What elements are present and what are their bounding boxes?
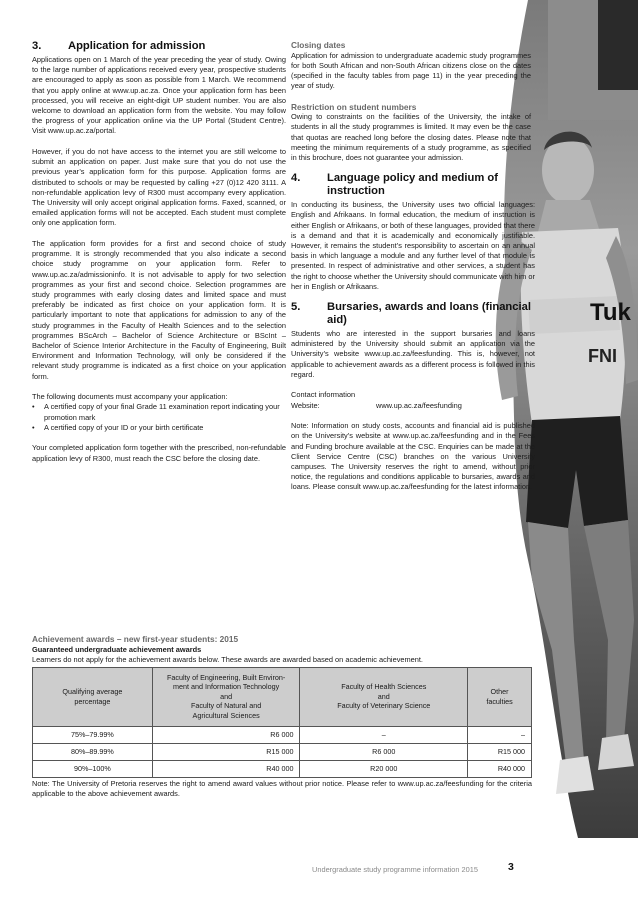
section-number: 3. <box>32 40 42 52</box>
header-other-faculties: Other faculties <box>468 667 532 726</box>
contact-heading: Contact information <box>291 390 356 400</box>
table-cell: R6 000 <box>152 726 300 743</box>
paragraph: The following documents must accompany your application: <box>32 392 228 402</box>
paragraph: Your completed application form together with the prescribed, non-refundable application levy of R300, must reach the CSC before the closing date. <box>32 443 286 463</box>
awards-table <box>32 667 532 778</box>
paragraph: The application form provides for a first and second choice of study programme. It is strongly recommended that you also indicate a second choice study programme on your application form. Refer to www.up.ac.za/admissioninfo. It is not advisable to apply for two selection programmes as your first and second choice. Selection programmes are study programmes with early closing dates and limited space and must preferably be indicated as first choice on your application form. It is particularly important to note that applications for admission to any of the study programmes in the Faculty of Health Sciences and to the selection programmes BScArch – Bachelor of Science Architecture or BScInt – Bachelor of Science Interior Architecture in the Faculty of Engineering, Built Environment and Information Technology, will only be considered if the relevant study programme is indicated as a first choice on your application form. <box>32 239 286 381</box>
paragraph: However, if you do not have access to the internet you are still welcome to submit an application on paper. Just make sure that you do not use the previous year’s application form for this purpose. Application forms are distributed to schools or may be requested by calling +27 (0)12 420 3111. A non-refundable application levy of R300 must accompany every application. The University will only accept original application forms. Faxed, scanned, or emailed application forms will not be accepted. Each student must complete only one application form. <box>32 147 286 228</box>
list-item: • A certified copy of your ID or your birth certificate <box>32 422 204 432</box>
middle-column <box>291 40 535 493</box>
section-title: Application for admission <box>68 40 206 52</box>
table-cell: – <box>468 726 532 743</box>
section-title: Bursaries, awards and loans (financial aid) <box>327 301 531 327</box>
header-ebit-nas: Faculty of Engineering, Built Environ- ment and Information Technology and Faculty of Natural and Agricultural Sciences <box>152 667 300 726</box>
list-item: • A certified copy of your final Grade 11 examination report indicating your promotion mark <box>32 402 280 422</box>
section-number: 5. <box>291 301 301 314</box>
sponsor-text: FNI <box>588 346 617 366</box>
table-cell: 75%–79.99% <box>33 726 153 743</box>
table-cell: R15 000 <box>468 743 532 760</box>
section-3-heading <box>32 40 286 53</box>
section-number: 4. <box>291 172 301 185</box>
section-5-heading <box>291 301 535 327</box>
table-cell: – <box>300 726 468 743</box>
awards-note: Note: The University of Pretoria reserves the right to amend award values without prior notice. Please refer to www.up.ac.za/feesfunding for the criteria applicable to the above achievement awards. <box>32 778 532 798</box>
table-cell: R20 000 <box>300 760 468 777</box>
restriction-heading: Restriction on student numbers <box>291 101 417 112</box>
document-list <box>32 402 286 433</box>
header-health-vet: Faculty of Health Sciences and Faculty of Veterinary Science <box>300 667 468 726</box>
table-cell: R15 000 <box>152 743 300 760</box>
table-cell: R40 000 <box>152 760 300 777</box>
awards-title: Achievement awards – new first-year students: 2015 <box>32 634 239 644</box>
section-4-heading <box>291 172 535 198</box>
table-cell: R40 000 <box>468 760 532 777</box>
contact-information <box>291 390 535 410</box>
table-row <box>33 760 532 777</box>
table-cell: 90%–100% <box>33 760 153 777</box>
table-header-row <box>33 667 532 726</box>
awards-subtitle: Guaranteed undergraduate achievement awards <box>32 644 202 654</box>
header-qualifying-average: Qualifying average percentage <box>33 667 153 726</box>
page-number: 3 <box>508 861 514 873</box>
paragraph: Students who are interested in the support bursaries and loans administered by the University should submit an application via the University’s website www.up.ac.za/feesfunding. This is, however, not applicable to achievement awards as a different process is followed in this regard. <box>291 329 535 379</box>
left-column <box>32 40 286 464</box>
paragraph: Applications open on 1 March of the year preceding the year of study. Owing to the large number of applications received every year, prospective students are encouraged to apply as soon as possible from 1 March. We recommend that you apply online at www.up.ac.za. Once your application form has been processed, you will receive an eight-digit UP student number. You are also welcome to download an application form from the website. You may follow the progress of your application online via the UP Portal (Student Centre). Visit www.up.ac.za/portal. <box>32 55 286 136</box>
achievement-awards <box>32 634 532 799</box>
paragraph: Application for admission to undergraduate academic study programmes for both South African and non-South African citizens close on the dates (specified in the faculty tables from page 11) in the year preceding the year of study. <box>291 50 531 91</box>
table-row <box>33 726 532 743</box>
shirt-text: Tuk <box>590 299 631 326</box>
table-cell: 80%–89.99% <box>33 743 153 760</box>
paragraph: Owing to constraints on the facilities of the University, the intake of students in all the study programmes is limited. It may even be the case that quotas are reached long before the closing dates. Please note that meeting the minimum requirements of a study programme, as specified in this brochure, does not guarantee your admission. <box>291 112 531 163</box>
footer-text: Undergraduate study programme information 2015 <box>312 865 478 874</box>
paragraph: In conducting its business, the University uses two official languages: English and Afrikaans. In formal education, the medium of instruction is either English or Afrikaans, or both of these languages, provided that there is a demand and that it is academically and economically justifiable. However, it remains the student’s responsibility to ascertain on an annual basis in which language a module and any further level of that module is presented. In respect of administrative and other services, a student has the right to choose whether the University should communicate with him or her in English or Afrikaans. <box>291 200 535 291</box>
contact-label: Website: <box>291 400 320 410</box>
awards-description: Learners do not apply for the achievement awards below. These awards are awarded based on academic achievement. <box>32 654 423 664</box>
table-cell: R6 000 <box>300 743 468 760</box>
contact-website[interactable]: www.up.ac.za/feesfunding <box>376 400 462 410</box>
closing-dates-heading: Closing dates <box>291 40 346 50</box>
paragraph: Note: Information on study costs, accounts and financial aid is published on the University’s website at www.up.ac.za/feesfunding and in the Fees and Funding brochure available at the CSC. Enquiries can be made at the Client Service Centre (CSC) branches on the various University campuses. The University reserves the right to amend, without prior notice, the regulations and conditions applicable to bursaries, awards and loans. Please consult www.up.ac.za/feesfunding for the latest information. <box>291 421 535 492</box>
table-row <box>33 743 532 760</box>
section-title: Language policy and medium of instruction <box>327 172 498 198</box>
